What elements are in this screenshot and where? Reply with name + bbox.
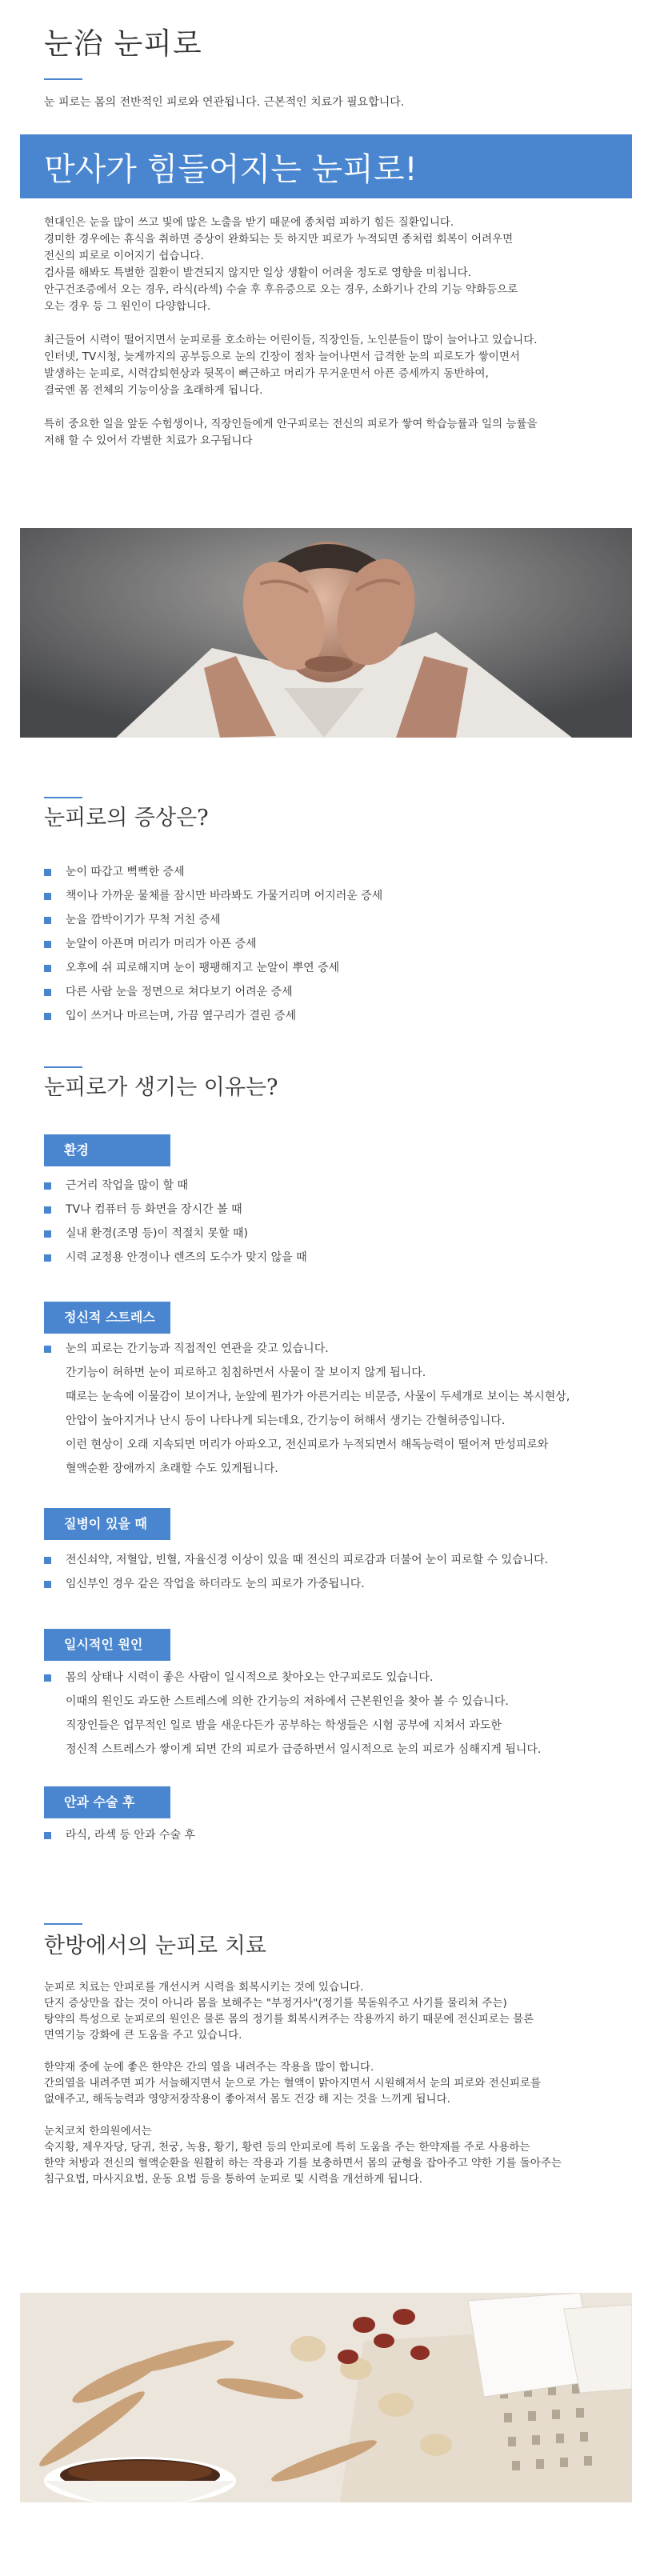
symptom-item: 오후에 쉬 피로해지며 눈이 팽팽해지고 눈알이 뿌연 증세 — [44, 956, 382, 980]
cause-tag-illness: 질병이 있을 때 — [44, 1508, 170, 1540]
stress-line: 간기능이 허하면 눈이 피로하고 침침하면서 사물이 잘 보이지 않게 됩니다. — [66, 1366, 426, 1379]
cause-tag-stress: 정신적 스트레스 — [44, 1302, 170, 1334]
banner-text: 만사가 힘들어지는 눈피로! — [44, 151, 418, 188]
symptoms-title: 눈피로의 증상은? — [44, 806, 209, 830]
temporary-bullet-row: 몸의 상태나 시력이 좋은 사람이 일시적으로 찾아오는 안구피로도 있습니다. — [44, 1666, 612, 1690]
symptom-item: 눈알이 아픈며 머리가 머리가 아픈 증세 — [44, 932, 382, 956]
temporary-line: 직장인들은 업무적인 일로 밤을 새운다든가 공부하는 학생들은 시험 공부에 지쳐서 과도한 — [66, 1719, 502, 1732]
stress-line: 때로는 눈속에 이물감이 보이거나, 눈앞에 뭔가가 아른거리는 비문증, 사물이 두세개로 보이는 복시현상, — [66, 1390, 570, 1403]
illness-list — [44, 1548, 548, 1596]
stress-line: 안압이 높아지거나 난시 등이 나타나게 되는데요, 간기능이 허해서 생기는 간혈허증입니다. — [66, 1414, 506, 1427]
cause-item: 실내 환경(조명 등)이 적절치 못할 때) — [44, 1222, 307, 1246]
temporary-line: 정신적 스트레스가 쌓이게 되면 간의 피로가 급증하면서 일시적으로 눈의 피로가 심해지게 됩니다. — [66, 1743, 542, 1756]
treatment-title: 한방에서의 눈피로 치료 — [44, 1934, 266, 1958]
intro-text: 눈 피로는 몸의 전반적인 피로와 연관됩니다. 근본적인 치료가 필요합니다. — [44, 96, 405, 109]
bullet-square-icon — [44, 965, 51, 972]
treatment-paragraph-1: 눈피로 치료는 안피로를 개선시켜 시력을 회복시키는 것에 있습니다. 단지 증상만을 잡는 것이 아니라 몸을 보해주는 "부정거사"(정기를 북돋워주고 사기를 물리쳐 주는) 탕약의 특성으로 눈피로의 원인은 물론 몸의 정기를 회복시켜주는 작용까지 하기 때문에 전신피로는 물론 면역기능 강화에 큰 도움을 주고 있습니다. — [44, 1981, 534, 2042]
cause-tag-environment: 환경 — [44, 1134, 170, 1166]
causes-title: 눈피로가 생기는 이유는? — [44, 1075, 278, 1100]
bullet-square-icon — [44, 1557, 51, 1564]
stress-line: 이런 현상이 오래 지속되면 머리가 아파오고, 전신피로가 누적되면서 해독능력이 떨어져 만성피로와 — [66, 1438, 549, 1451]
symptoms-divider — [44, 797, 82, 798]
bullet-square-icon — [44, 989, 51, 996]
surgery-list — [44, 1823, 195, 1847]
bullet-square-icon — [44, 893, 51, 900]
symptom-item: 책이나 가까운 물체를 잠시만 바라봐도 가물거리며 어지러운 증세 — [44, 884, 382, 908]
bullet-square-icon — [44, 1581, 51, 1588]
cause-item: 전신쇠약, 저혈압, 빈혈, 자율신경 이상이 있을 때 전신의 피로감과 더불어 눈이 피로할 수 있습니다. — [44, 1548, 548, 1572]
cause-item: 라식, 라섹 등 안과 수술 후 — [44, 1823, 195, 1847]
bullet-square-icon — [44, 1206, 51, 1214]
treatment-paragraph-2: 한약재 중에 눈에 좋은 한약은 간의 열을 내려주는 작용을 많이 합니다. 간의열을 내려주면 피가 서늘해지면서 눈으로 가는 혈액이 맑아지면서 시원해져서 눈의 피로와 전신피로를 없애주고, 해독능력과 영양저장작용이 좋아져서 몸도 건강 해 지는 것을 느끼게 됩니다. — [44, 2061, 542, 2106]
headline-banner — [20, 134, 632, 198]
overview-paragraph-1: 현대인은 눈을 많이 쓰고 빛에 많은 노출을 받기 때문에 종처럼 피하기 힘든 질환입니다. 경미한 경우에는 휴식을 취하면 증상이 완화되는 듯 하지만 피로가 누적되면 종처럼 회복이 어려우면 전신의 피로로 이어지기 쉽습니다. 검사를 해봐도 특별한 질환이 발견되지 않지만 일상 생활이 어려울 정도로 영향을 미칩니다. 안구건조증에서 오는 경우, 라식(라섹) 수술 후 후유증으로 오는 경우, 소화기나 간의 기능 약화등으로 오는 경우 등 그 원인이 다양합니다. — [44, 216, 518, 313]
bullet-square-icon — [44, 941, 51, 948]
bullet-square-icon — [44, 1674, 51, 1682]
overview-text — [44, 214, 608, 466]
cause-item: 임신부인 경우 같은 작업을 하더라도 눈의 피로가 가중됩니다. — [44, 1572, 548, 1596]
overview-paragraph-2: 최근들어 시력이 떨어지면서 눈피로를 호소하는 어린이들, 직장인들, 노인분들이 많이 늘어나고 있습니다. 인터넷, TV시청, 늦게까지의 공부등으로 눈의 긴장이 점차 늘어나면서 급격한 눈의 피로도가 쌓이면서 발생하는 눈피로, 시력감퇴현상과 뒷목이 뻐근하고 머리가 무거운면서 아픈 증세까지 동반하여, 결국엔 몸 전체의 기능이상을 초래하게 됩니다. — [44, 334, 538, 397]
bullet-square-icon — [44, 869, 51, 876]
cause-tag-temporary: 일시적인 원인 — [44, 1629, 170, 1661]
stress-line: 혈액순환 장애까지 초래할 수도 있게됩니다. — [66, 1462, 278, 1475]
treatment-divider — [44, 1923, 82, 1925]
bullet-square-icon — [44, 1182, 51, 1190]
symptom-item: 다른 사람 눈을 정면으로 쳐다보기 어려운 증세 — [44, 980, 382, 1004]
cause-item: TV나 컴퓨터 등 화면을 장시간 볼 때 — [44, 1198, 307, 1222]
bullet-square-icon — [44, 1832, 51, 1839]
treatment-text — [44, 1979, 608, 2204]
symptoms-list — [44, 860, 382, 1028]
title-divider — [44, 78, 82, 80]
bullet-square-icon — [44, 917, 51, 924]
tired-man-photo — [20, 528, 632, 738]
environment-list — [44, 1174, 307, 1270]
bullet-square-icon — [44, 1346, 51, 1353]
treatment-paragraph-3: 눈치코치 한의원에서는 숙지황, 제우자당, 당귀, 천궁, 녹용, 황기, 황련 등의 안피로에 특히 도움을 주는 한약재를 주로 사용하는 한약 처방과 전신의 혈액순환을 원활히 하는 작용과 기를 보충하면서 몸의 균형을 잡아주고 약한 기를 돌아주는 침구요법, 마사지요법, 운동 요법 등을 통하여 눈피로 및 시력을 개선하게 됩니다. — [44, 2125, 562, 2186]
bullet-square-icon — [44, 1013, 51, 1020]
symptom-item: 눈을 깜박이기가 무척 거친 증세 — [44, 908, 382, 932]
causes-divider — [44, 1066, 82, 1068]
page-title: 눈治 눈피로 — [44, 26, 202, 61]
symptom-item: 입이 쓰거나 마르는며, 가끔 옆구리가 결린 증세 — [44, 1004, 382, 1028]
cause-item: 근거리 작업을 많이 할 때 — [44, 1174, 307, 1198]
temporary-text — [44, 1666, 612, 1762]
stress-bullet-row: 눈의 피로는 간기능과 직접적인 연관을 갖고 있습니다. — [44, 1337, 612, 1361]
temporary-line: 이때의 원인도 과도한 스트레스에 의한 간기능의 저하에서 근본원인을 찾아 볼 수 있습니다. — [66, 1695, 509, 1708]
bullet-square-icon — [44, 1254, 51, 1262]
symptom-item: 눈이 따갑고 뻑뻑한 증세 — [44, 860, 382, 884]
cause-item: 시력 교정용 안경이나 렌즈의 도수가 맞지 않을 때 — [44, 1246, 307, 1270]
overview-paragraph-3: 특히 중요한 일을 앞둔 수험생이나, 직장인들에게 안구피로는 전신의 피로가 쌓여 학습능률과 일의 능률을 저해 할 수 있어서 각별한 치료가 요구됩니다 — [44, 418, 538, 447]
stress-text — [44, 1337, 612, 1481]
cause-tag-surgery: 안과 수술 후 — [44, 1786, 170, 1818]
herbal-medicine-photo — [20, 2293, 632, 2502]
bullet-square-icon — [44, 1230, 51, 1238]
